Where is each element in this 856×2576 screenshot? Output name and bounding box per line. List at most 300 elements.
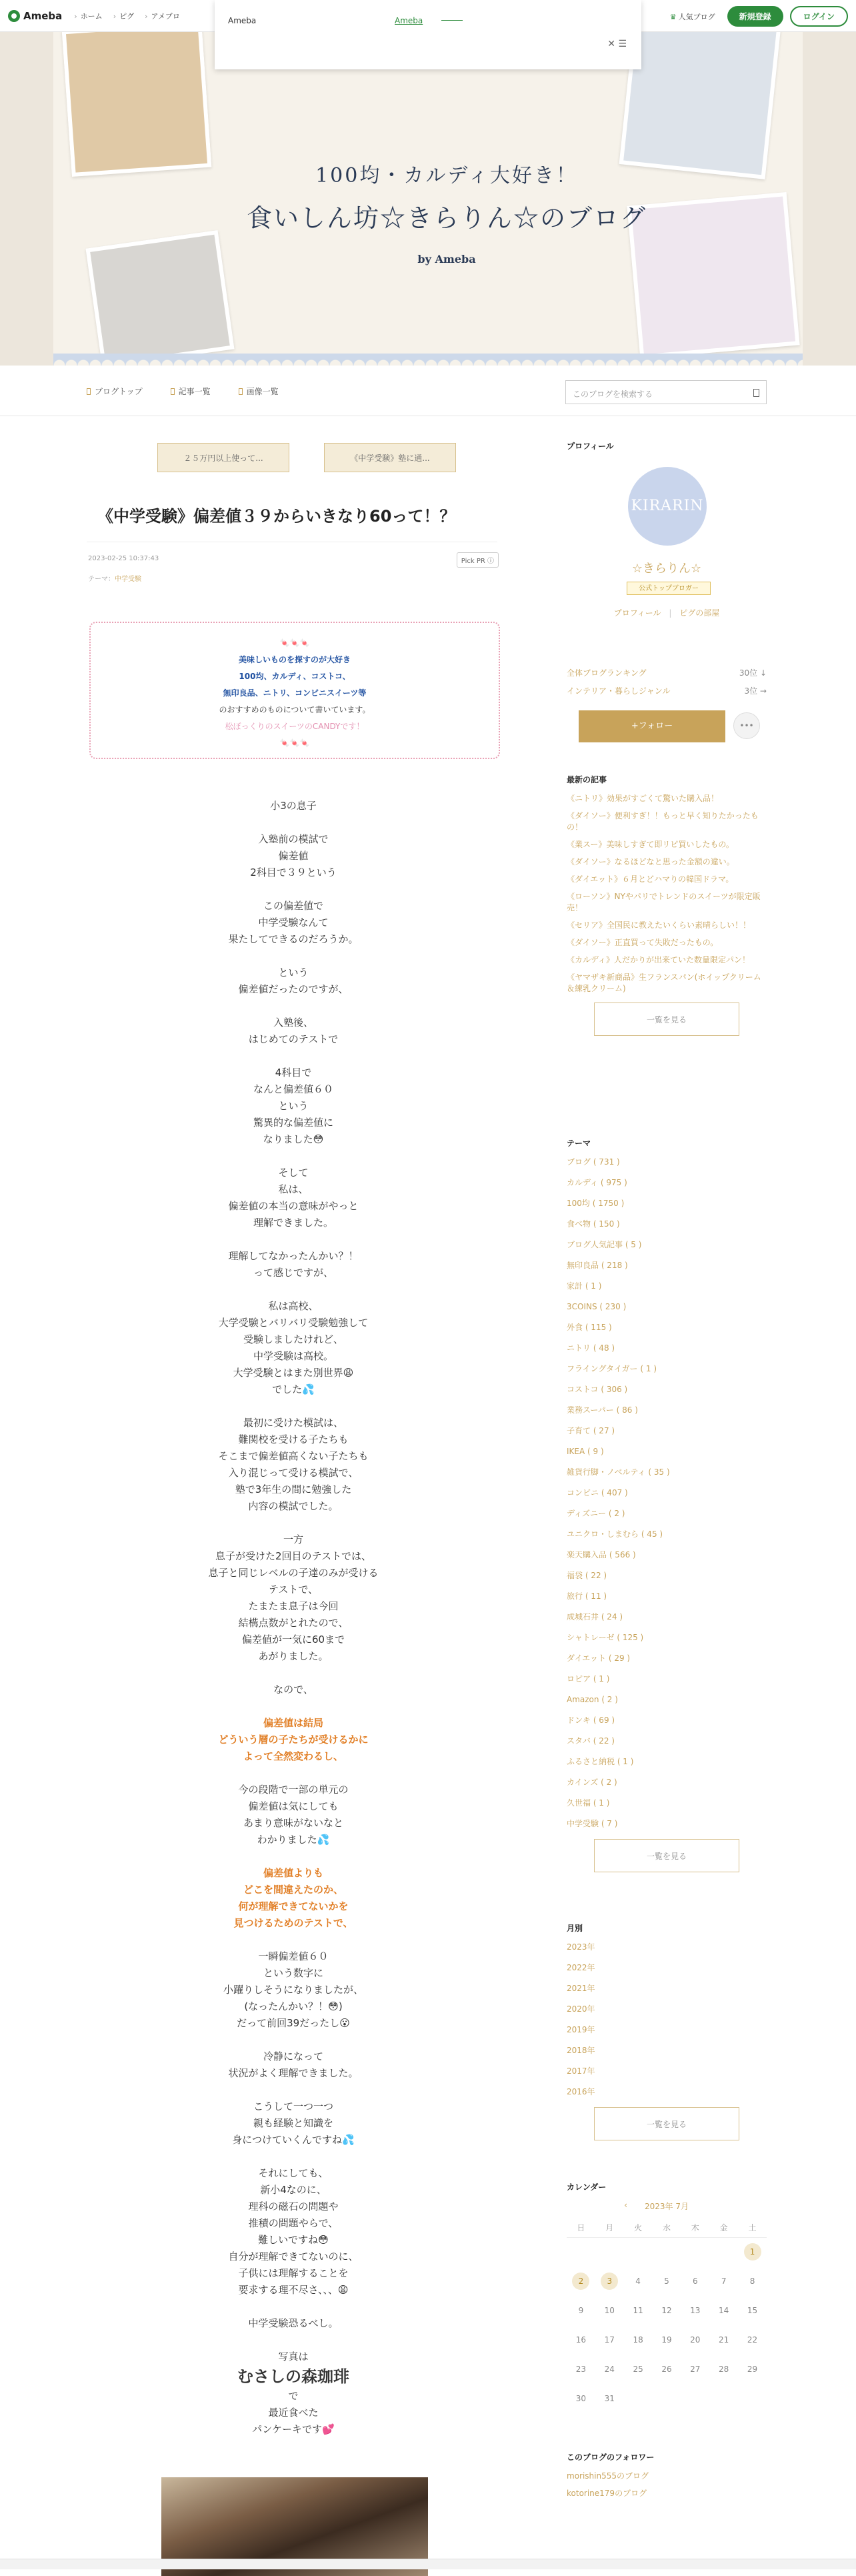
calendar-week-row [567,2355,767,2384]
blogger-name[interactable]: ☆きらりん☆ [631,562,702,576]
article-paragraph [87,2349,500,2438]
banner-byline: by Ameba [417,253,476,265]
calendar-cell [595,2325,624,2355]
article-title[interactable]: 《中学受験》偏差値３９からいきなり60って！？ [97,507,456,526]
banner-title-line1: 100均・カルディ大好き！ [315,164,578,187]
recent-article-link[interactable]: 《ダイソー》正直買って失敗だったもの。 [567,938,719,947]
article-line: 入塾後、 [273,1017,313,1029]
popup-link[interactable]: Ameba [395,16,423,25]
more-options-button[interactable]: ••• [733,712,760,739]
popup-brand: Ameba [228,16,257,25]
article-line: 推積の問題やらで、 [248,2217,339,2229]
article-line: たまたま息子は今回 [248,1600,339,1612]
article-paragraph [87,2165,500,2299]
notice-line-5: 松ぼっくりのスイーツのCANDYです！ [225,722,365,731]
theme-link[interactable]: 無印良品 ( 218 ) [567,1261,628,1270]
recent-article-link[interactable]: 《セリア》全国民に教えたいくらい素晴らしい！！ [567,920,751,930]
theme-link[interactable]: ドンキ ( 69 ) [567,1716,615,1725]
article-line: 理科の磁石の問題や [248,2200,339,2212]
article-paragraph [87,1015,500,1048]
theme-label: テーマ： [88,576,115,583]
calendar-cell [624,2296,653,2325]
recent-article-link[interactable]: 《ヤマザキ新商品》生フランスパン(ホイップクリーム＆練乳クリーム) [567,973,761,993]
calendar-cell [567,2237,595,2267]
avatar[interactable]: KIRARIN [628,467,707,546]
theme-link[interactable]: 楽天購入品 ( 566 ) [567,1550,636,1559]
recent-article-link[interactable]: 《ニトリ》効果がすごくて驚いた購入品！ [567,794,719,803]
article-line: 中学受験なんて [258,916,329,928]
follower-link[interactable]: morishin555のブログ [567,2471,649,2481]
theme-link[interactable]: 久世福 ( 1 ) [567,1798,610,1808]
calendar-cell [738,2384,767,2413]
calendar-prev-icon[interactable]: ‹ [624,2200,627,2210]
article-line: 息子と同じレベルの子達のみが受ける [208,1567,379,1579]
ranking-value: 30位 ↓ [739,668,767,678]
notice-line-3: 無印良品、ニトリ、コンビニスイーツ等 [223,688,367,698]
nav-article-list-label: 記事一覧 [178,387,211,396]
article-line: 大学受験とバリバリ受験勉強して [218,1317,369,1329]
calendar-day: 19 [661,2335,672,2345]
month-link[interactable]: 2019年 [567,2025,595,2034]
calendar-cell [624,2384,653,2413]
calendar-day: 31 [604,2394,615,2403]
article-line: 理解してなかったんかい？！ [228,1250,359,1262]
article-line: どこを間違えたのか、 [243,1884,343,1896]
article-line: なんと偏差値６０ [253,1083,333,1095]
calendar-cell [595,2237,624,2267]
blog-nav [0,366,856,416]
banner-image [53,32,803,366]
month-link[interactable]: 2021年 [567,1984,595,1993]
monthly-section [567,1922,767,2140]
profile-link[interactable]: プロフィール [613,608,661,618]
recent-article-link[interactable]: 《ダイエット》６月とどハマりの韓国ドラマ。 [567,874,734,884]
theme-link[interactable]: ユニクロ・しまむら ( 45 ) [567,1529,663,1539]
month-list-more-button[interactable]: 一覧を見る [594,2107,739,2140]
calendar-heading: カレンダー [567,2182,607,2192]
article-line: それにしても、 [258,2167,329,2179]
calendar-cell [595,2296,624,2325]
article-line: 果たしてできるのだろうか。 [228,933,359,945]
article-paragraph [87,2048,500,2082]
article-line: 偏差値は気にしても [248,1800,339,1812]
calendar-cell [709,2355,738,2384]
month-list [567,1942,767,2098]
article-line: 偏差値だったのですが、 [238,983,349,995]
article-line: 一方 [283,1533,303,1545]
calendar-cell [653,2384,681,2413]
month-link[interactable]: 2018年 [567,2046,595,2055]
calendar-weekday: 月 [595,2218,624,2237]
article-paragraph [87,2098,500,2148]
theme-link[interactable]: ロピア ( 1 ) [567,1674,610,1684]
article-paragraph [87,1865,500,1932]
theme-link[interactable]: フライングタイガー ( 1 ) [567,1364,657,1373]
article-line: よって全然変わるし、 [243,1750,343,1762]
theme-link[interactable]: 中学受験 ( 7 ) [567,1819,618,1828]
calendar-cell [595,2267,624,2296]
theme-link[interactable]: ふるさと納税 ( 1 ) [567,1757,634,1766]
article-line: 要求する理不尽さ、、、😩 [238,2284,349,2296]
article-paragraph [87,1682,500,1698]
theme-section [567,1137,767,1872]
article-line: という数字に [263,1967,323,1979]
calendar-cell [567,2296,595,2325]
article-line: あまり意味がないなと [243,1817,343,1829]
calendar-weekday: 水 [653,2218,681,2237]
theme-list-more-button[interactable]: 一覧を見る [594,1839,739,1872]
theme-link[interactable]: 3COINS ( 230 ) [567,1302,627,1311]
sidebar [567,440,767,2498]
blog-banner [0,32,856,366]
notice-candy-icon: 🍬🍬🍬 [279,638,310,648]
theme-link[interactable]: ディズニー ( 2 ) [567,1509,625,1518]
calendar-cell [709,2325,738,2355]
calendar-day: 22 [747,2335,758,2345]
article-line: 身につけていくんですね💦 [232,2134,355,2146]
calendar-cell [681,2237,709,2267]
calendar-cell [681,2355,709,2384]
article-paragraph [87,1782,500,1848]
calendar-day: 28 [719,2365,729,2374]
calendar-day: 8 [749,2277,755,2286]
nav-image-list[interactable] [239,386,279,397]
notice-candy-icon-2: 🍬🍬🍬 [279,738,310,748]
calendar [567,2200,767,2413]
article-line: という [278,1100,309,1112]
calendar-day: 9 [578,2306,584,2315]
calendar-cell [624,2355,653,2384]
pick-pr-button[interactable]: Pick PR ⓘ [457,552,499,568]
calendar-header [567,2200,767,2212]
article-line: 息子が受けた2回目のテストでは、 [215,1550,371,1562]
calendar-cell [653,2325,681,2355]
article-line: 入り混じって受ける模試で、 [228,1467,359,1479]
article-line: テストで、 [268,1583,319,1595]
calendar-week-row [567,2296,767,2325]
article-line: 偏差値は結局 [263,1717,323,1729]
article-line: 一瞬偏差値６０ [258,1950,329,1962]
article-line: 私は、 [278,1183,309,1195]
calendar-day: 14 [719,2306,729,2315]
ranking-row[interactable] [567,667,767,678]
article-line: 子供には理解することを [238,2267,349,2279]
calendar-day: 18 [633,2335,643,2345]
calendar-day: 16 [575,2335,587,2345]
calendar-day: 20 [690,2335,701,2345]
intro-notice-box [89,622,500,759]
calendar-cell [595,2355,624,2384]
article-line: パンケーキです💕 [252,2423,335,2435]
calendar-week-row [567,2237,767,2267]
follower-link[interactable]: kotorine179のブログ [567,2489,647,2498]
article-line: 受験しましたけれど、 [243,1333,343,1345]
article-paragraph [87,1298,500,1398]
calendar-cell [738,2325,767,2355]
calendar-day: 10 [604,2306,615,2315]
article-paragraph [87,831,500,881]
calendar-cell [653,2237,681,2267]
article-line: 私は高校、 [268,1300,319,1312]
article-line: どういう層の子たちが受けるかに [218,1734,369,1746]
article-line: って感じですが、 [253,1267,333,1279]
article-line: 中学受験恐るべし。 [248,2317,339,2329]
calendar-day[interactable]: 1 [744,2243,761,2261]
article-paragraph [87,1948,500,2032]
ranking-label: インテリア・暮らしジャンル [567,686,671,696]
article-line: 小3の息子 [270,800,317,812]
ranking-row[interactable] [567,685,767,696]
article-line: こうして一つ一つ [253,2100,333,2112]
calendar-day: 15 [747,2306,758,2315]
search-icon[interactable] [753,389,759,397]
home-icon [87,388,91,395]
crown-icon: ♛ [669,12,677,21]
article-paragraph [87,1065,500,1148]
article-line: 見つけるためのテストで、 [233,1917,353,1929]
calendar-day: 26 [661,2365,672,2374]
calendar-day: 27 [690,2365,701,2374]
notice-line-1: 美味しいものを探すのが大好き [238,655,351,664]
calendar-cell [709,2267,738,2296]
article-paragraph [87,1715,500,1765]
calendar-cell [709,2296,738,2325]
calendar-grid [567,2218,767,2413]
calendar-cell [567,2267,595,2296]
theme-link[interactable]: 食べ物 ( 150 ) [567,1219,620,1229]
calendar-cell [567,2325,595,2355]
recent-article-link[interactable]: 《ローソン》NYやパリでトレンドのスイーツが限定販売！ [567,892,761,912]
theme-link[interactable]: ブログ ( 731 ) [567,1157,620,1167]
nav-article-list[interactable] [171,386,211,397]
article-line: 親も経験と知識を [253,2117,333,2129]
article-line: 小躍りしそうになりましたが、 [223,1984,363,1996]
prev-article-button[interactable]: ２５万円以上使って... [157,443,289,472]
calendar-cell [624,2267,653,2296]
ranking-label: 全体ブログランキング [567,668,647,678]
article-body [87,798,500,2455]
signup-button[interactable]: 新規登録 [727,6,783,27]
article-paragraph [87,1165,500,1231]
calendar-cell [567,2384,595,2413]
calendar-day: 6 [692,2277,698,2286]
calendar-title: 2023年 7月 [645,2202,689,2211]
calendar-cell [681,2325,709,2355]
article-line: あがりました。 [258,1650,329,1662]
ameba-logo-icon [8,10,20,22]
article-line: 難関校を受ける子たちも [238,1433,349,1445]
article-line: わかりました💦 [257,1834,330,1846]
recent-list-more-button[interactable]: 一覧を見る [594,1003,739,1036]
article-line: (なったんかい？！😳) [244,2000,343,2012]
article-date: 2023-02-25 10:37:43 [88,555,159,562]
blog-search-input[interactable] [565,380,767,404]
article-line: 塾で3年生の間に勉強した [235,1483,352,1495]
recent-article-link[interactable]: 《ダイソー》なるほどなと思った金額の違い。 [567,857,735,866]
article-line: 新小4なのに、 [260,2184,327,2196]
calendar-cell [738,2296,767,2325]
calendar-day: 30 [575,2394,587,2403]
global-nav-pigg[interactable]: › ピグ [113,11,134,21]
nav-blog-top[interactable] [87,386,143,397]
recent-heading: 最新の記事 [567,775,607,784]
theme-link[interactable]: スタバ ( 22 ) [567,1736,615,1746]
theme-link[interactable]: 雑貨行脚・ノベルティ ( 35 ) [567,1467,670,1477]
calendar-cell [681,2296,709,2325]
article-line: 結構点数がとれたので、 [238,1617,349,1629]
notice-line-2: 100均、カルディ、コストコ、 [239,672,351,681]
article-line: 驚異的な偏差値に [253,1117,333,1129]
article-line: 4科目で [275,1067,312,1079]
theme-link[interactable]: ダイエット ( 29 ) [567,1654,631,1663]
article-paragraph [87,798,500,814]
theme-link[interactable]: 子育て ( 27 ) [567,1426,615,1435]
article-pager [157,443,456,472]
recent-article-link[interactable]: 《業スー》美味しすぎて即リピ買いしたもの。 [567,840,734,849]
ameba-logo[interactable] [8,10,62,22]
popup-close-icon[interactable]: ✕ ☰ [607,39,627,49]
article-line: 2科目で３９という [250,866,337,878]
article-line: そこまで偏差値高くない子たちも [218,1450,369,1462]
theme-link[interactable]: 家計 ( 1 ) [567,1281,602,1291]
banner-title-line2: 食いしん坊☆きらりん☆のブログ [246,203,647,233]
global-nav [74,11,180,21]
calendar-day: 11 [633,2306,643,2315]
article-line: だって前回39だったし😮 [237,2017,350,2029]
theme-link[interactable]: ブログ人気記事 ( 5 ) [567,1240,642,1249]
calendar-cell [681,2384,709,2413]
profile-heading: プロフィール [567,442,614,451]
article-paragraph [87,1415,500,1515]
month-link[interactable]: 2023年 [567,1942,595,1952]
month-link[interactable]: 2022年 [567,1963,595,1972]
calendar-day: 24 [604,2365,615,2374]
calendar-week-row [567,2384,767,2413]
global-header [0,0,856,49]
article-line: 最近食べた [268,2407,319,2419]
calendar-day: 25 [633,2365,643,2374]
article-line: 偏差値 [278,850,309,862]
article-line: 内容の模試でした。 [248,1500,339,1512]
theme-link[interactable]: ニトリ ( 48 ) [567,1343,615,1353]
calendar-day: 17 [604,2335,615,2345]
calendar-cell [681,2267,709,2296]
banner-title [227,159,667,265]
cafe-name: むさしの森珈琲 [237,2367,349,2386]
calendar-day: 4 [635,2277,641,2286]
calendar-cell [738,2355,767,2384]
calendar-cell [709,2384,738,2413]
next-article-button[interactable]: 《中学受験》塾に通... [324,443,456,472]
popular-blog-link[interactable] [670,11,715,22]
theme-link[interactable]: IKEA ( 9 ) [567,1447,604,1456]
article-line: 入塾前の模試で [258,833,329,845]
article-theme [88,573,141,583]
header-popup [215,0,641,69]
theme-link[interactable]: Amazon ( 2 ) [567,1695,618,1704]
recent-article-list [567,793,767,995]
banner-photo-bag [85,230,234,366]
calendar-cell [738,2237,767,2267]
calendar-cell [653,2296,681,2325]
month-link[interactable]: 2017年 [567,2066,595,2076]
theme-link[interactable]: カインズ ( 2 ) [567,1778,617,1787]
calendar-cell [567,2355,595,2384]
list-icon [171,388,175,395]
calendar-cell [624,2325,653,2355]
calendar-cell [709,2237,738,2267]
global-nav-ameblo[interactable]: › アメブロ [145,11,180,21]
calendar-day: 23 [575,2365,587,2374]
theme-link[interactable]: 外食 ( 115 ) [567,1323,612,1332]
login-button[interactable]: ログイン [790,6,848,27]
calendar-day: 12 [661,2306,672,2315]
theme-link[interactable]: 旅行 ( 11 ) [567,1591,607,1601]
nav-blog-top-label: ブログトップ [95,387,143,396]
calendar-weekday: 金 [709,2218,738,2237]
calendar-weekday-row [567,2218,767,2237]
theme-link[interactable]: 福袋 ( 22 ) [567,1571,607,1580]
theme-link[interactable]: コンビニ ( 407 ) [567,1488,628,1497]
month-link[interactable]: 2020年 [567,2004,595,2014]
article-line: 中学受験は高校。 [253,1350,333,1362]
followers-list [567,2471,767,2499]
article-line: 何が理解できてないかを [238,1900,349,1912]
theme-link[interactable]: 成城石井 ( 24 ) [567,1612,623,1622]
theme-heading: テーマ [567,1139,591,1148]
theme-list [567,1157,767,1830]
ranking-value: 3位 → [744,686,767,696]
popular-blog-label: 人気ブログ [678,12,715,21]
article-line: 大学受験とはまた別世界😩 [233,1367,354,1379]
article-line: はじめてのテストで [248,1033,339,1045]
calendar-day[interactable]: 2 [572,2273,589,2290]
nav-image-list-label: 画像一覧 [246,387,279,396]
calendar-cell [653,2355,681,2384]
theme-link[interactable]: 業務スーパー ( 86 ) [567,1405,638,1415]
theme-link[interactable]: シャトレーゼ ( 125 ) [567,1633,644,1642]
calendar-weekday: 木 [681,2218,709,2237]
header-actions [670,6,848,27]
search-placeholder: このブログを検索する [573,390,653,399]
recent-article-link[interactable]: 《ダイソー》便利すぎ！！もっと早く知りたかったもの！ [567,811,759,832]
follow-button[interactable]: +フォロー [579,710,725,742]
month-link[interactable]: 2016年 [567,2087,595,2096]
article-line: で [288,2390,299,2402]
calendar-day[interactable]: 3 [601,2273,618,2290]
article-line: 自分が理解できてないのに、 [228,2250,359,2263]
theme-link[interactable]: 100均 ( 1750 ) [567,1199,625,1208]
calendar-day: 5 [664,2277,669,2286]
ameba-logo-text: Ameba [23,9,63,22]
theme-link[interactable]: コストコ ( 306 ) [567,1385,628,1394]
theme-link[interactable]: 中学受験 [115,576,141,583]
article-line: でした💦 [272,1383,315,1395]
calendar-cell [624,2237,653,2267]
theme-link[interactable]: カルディ ( 975 ) [567,1178,627,1187]
banner-photo-towels [619,32,781,179]
pigg-room-link[interactable]: ピグの部屋 [679,608,720,618]
calendar-cell [738,2267,767,2296]
global-nav-home[interactable]: › ホーム [74,11,102,21]
calendar-day: 21 [719,2335,729,2345]
image-icon [239,388,243,395]
recent-article-link[interactable]: 《カルディ》人だかりが出来ていた数量限定パン！ [567,955,751,964]
notice-line-4: のおすすめのものについて書いています。 [219,705,371,714]
calendar-day: 29 [747,2365,758,2374]
popup-underline [441,20,463,21]
article-line: 理解できました。 [253,1217,333,1229]
